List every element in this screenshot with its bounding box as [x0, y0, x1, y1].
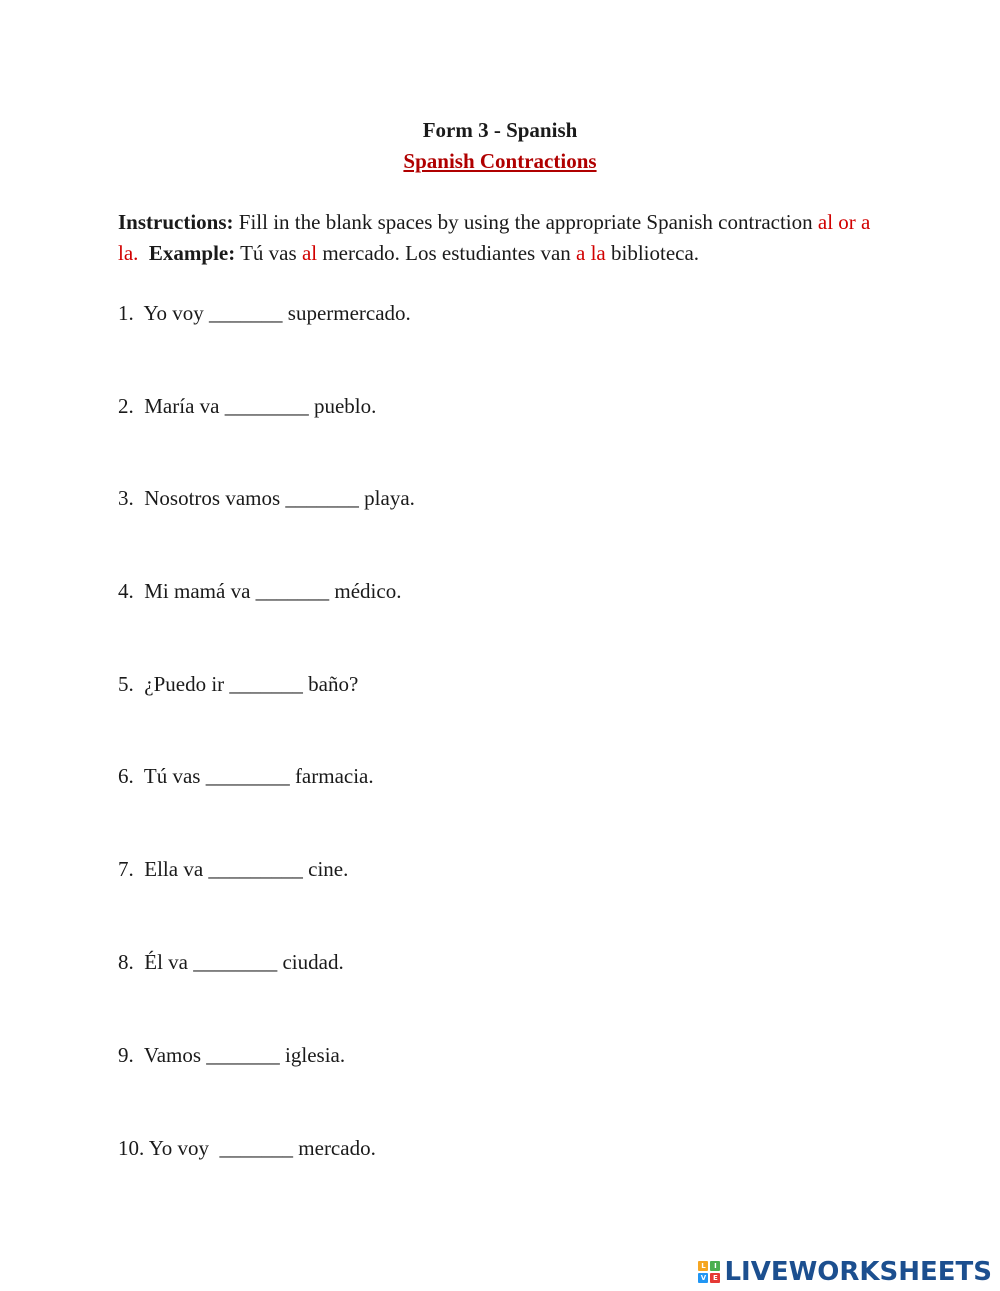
instructions-text: Fill in the blank spaces by using the appropriate Spanish contraction [233, 210, 818, 234]
example-word-2: a la [576, 241, 606, 265]
question-2: 2. María va ________ pueblo. [118, 394, 377, 418]
example-word-1: al [301, 241, 318, 265]
question-6: 6. Tú vas ________ farmacia. [118, 764, 374, 788]
example-part-1: Tú vas [235, 241, 302, 265]
liveworksheets-logo [698, 1257, 992, 1287]
page-subtitle: Spanish Contractions [403, 149, 597, 173]
logo-block-v: V [698, 1273, 708, 1283]
logo-block-e: E [710, 1273, 720, 1283]
question-5: 5. ¿Puedo ir _______ baño? [118, 672, 359, 696]
instructions-choices: al or a la. [118, 210, 871, 265]
question-9: 9. Vamos _______ iglesia. [118, 1043, 346, 1067]
question-7: 7. Ella va _________ cine. [118, 857, 349, 881]
logo-block-l: L [698, 1261, 708, 1271]
instructions-label: Instructions: [118, 210, 234, 234]
logo-blocks-icon [698, 1261, 720, 1283]
page-title: Form 3 - Spanish [422, 118, 578, 142]
question-8: 8. Él va ________ ciudad. [118, 950, 344, 974]
example-part-3: biblioteca. [605, 241, 700, 265]
question-10: 10. Yo voy _______ mercado. [118, 1136, 376, 1160]
question-1: 1. Yo voy _______ supermercado. [118, 301, 411, 325]
example-label: Example: [148, 241, 236, 265]
logo-block-i: I [710, 1261, 720, 1271]
example-part-2: mercado. Los estudiantes van [317, 241, 577, 265]
instructions-paragraph [118, 207, 898, 269]
logo-text: LIVEWORKSHEETS [724, 1257, 992, 1287]
question-3: 3. Nosotros vamos _______ playa. [118, 486, 415, 510]
question-4: 4. Mi mamá va _______ médico. [118, 579, 402, 603]
